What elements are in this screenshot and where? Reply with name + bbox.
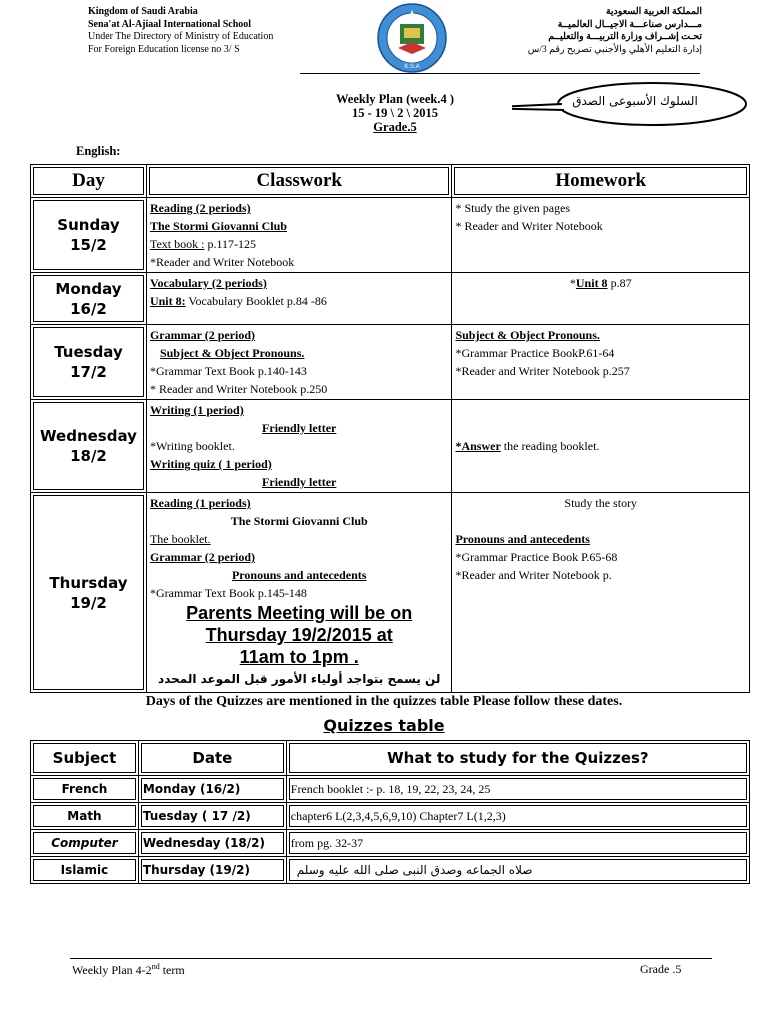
cw-text: Text book :: [149, 237, 205, 251]
quiz-header-subject: Subject: [31, 741, 139, 776]
weekly-behavior: السلوك الأسبوعى الصدق: [572, 94, 698, 108]
day-date: 17/2: [70, 363, 107, 381]
quiz-header-what: What to study for the Quizzes?: [286, 741, 749, 776]
parents-notice-arabic: لن يسمح بتواجد أولياء الأمور قبل الموعد المحدد: [158, 672, 441, 686]
hw-spacer: [455, 512, 746, 530]
quizzes-title: Quizzes table: [323, 716, 445, 735]
cw-line: Grammar (2 period): [149, 328, 256, 342]
header-left-line3: Under The Directory of Ministry of Education: [88, 31, 274, 42]
day-date: 18/2: [70, 447, 107, 465]
quiz-what: chapter6 L(2,3,4,5,6,9,10) Chapter7 L(1,2,3): [286, 803, 749, 830]
quiz-date: Wednesday (18/2): [138, 830, 286, 857]
table-row: [31, 803, 750, 830]
footer-left: [72, 962, 185, 978]
day-date: 16/2: [70, 299, 107, 318]
quiz-what: صلاه الجماعه وصدق النبى صلى الله عليه وسلم: [286, 857, 749, 884]
homework-cell: [452, 325, 750, 400]
plan-dates: 15 - 19 \ 2 \ 2015: [351, 106, 439, 120]
cw-line: *Writing booklet.: [149, 439, 235, 453]
hw-line: *Reader and Writer Notebook p.257: [455, 364, 630, 378]
classwork-cell: [146, 273, 452, 325]
cw-line: [150, 235, 449, 253]
cw-line: *Reader and Writer Notebook: [149, 255, 295, 269]
header-right: [502, 6, 702, 56]
hw-text: the reading booklet.: [500, 439, 600, 453]
header-left-line4: For Foreign Education license no 3/ S: [88, 43, 240, 55]
hw-line: * Reader and Writer Notebook: [455, 219, 603, 233]
table-header-row: [31, 165, 750, 198]
school-logo: [376, 2, 448, 74]
cw-line: Writing quiz ( 1 period): [149, 457, 272, 471]
header-right-line3: تحـت إشــراف وزارة التربيـــة والتعليــم: [548, 32, 702, 42]
homework-cell: [452, 273, 750, 325]
homework-cell: [452, 493, 750, 693]
hw-line: *Grammar Practice BookP.61-64: [455, 346, 615, 360]
cw-text: p.117-125: [204, 237, 257, 251]
header-classwork: Classwork: [146, 165, 452, 198]
quiz-subject: Islamic: [31, 857, 139, 884]
parents-meeting-line: Thursday 19/2/2015 at: [205, 625, 393, 645]
hw-text: p.87: [607, 276, 632, 290]
quiz-date: Thursday (19/2): [138, 857, 286, 884]
hw-text: *Answer: [455, 439, 501, 453]
homework-cell: [452, 400, 750, 493]
hw-line: Study the story: [564, 496, 638, 510]
hw-line: Subject & Object Pronouns.: [455, 328, 600, 342]
logo-bottom-text: K.S.A: [404, 64, 420, 70]
table-row: [31, 325, 750, 400]
hw-line: *Grammar Practice Book P.65-68: [455, 550, 618, 564]
quizzes-table: [30, 740, 750, 884]
day-name: Wednesday: [40, 427, 137, 445]
header-day: Day: [31, 165, 147, 198]
cw-line: * Reader and Writer Notebook p.250: [149, 382, 328, 396]
header-right-line2: مـــدارس صناعـــة الاجيــال العالميــة: [557, 19, 702, 30]
day-date: 19/2: [70, 593, 107, 612]
cw-line: Vocabulary (2 periods): [149, 276, 267, 290]
quiz-date: Tuesday ( 17 /2): [138, 803, 286, 830]
quiz-subject: Math: [31, 803, 139, 830]
footer-divider: [70, 958, 712, 959]
header-homework: Homework: [452, 165, 750, 198]
quiz-header-row: [31, 741, 750, 776]
cw-line: Grammar (2 period): [149, 550, 256, 564]
header-right-line4: إدارة التعليم الأهلي والأجنبي تصريح رقم 3/س: [527, 44, 702, 55]
cw-text: Vocabulary Booklet p.84 -86: [185, 294, 327, 308]
table-row: [31, 776, 750, 803]
quiz-subject: Computer: [31, 830, 139, 857]
footer-left-end: term: [159, 963, 185, 977]
plan-week: Weekly Plan (week.4 ): [335, 92, 455, 106]
hw-line: [455, 437, 746, 455]
quiz-what: from pg. 32-37: [286, 830, 749, 857]
cw-text: Unit 8:: [149, 294, 186, 308]
day-cell: [31, 400, 147, 493]
classwork-cell: [146, 325, 452, 400]
header-left: [88, 6, 328, 56]
header-right-line1: المملكة العربية السعودية: [605, 7, 702, 17]
cw-line: Writing (1 period): [149, 403, 244, 417]
cw-line: [150, 292, 449, 310]
table-row: [31, 857, 750, 884]
quiz-subject: French: [31, 776, 139, 803]
weekly-plan-table: [30, 164, 750, 693]
table-row: [31, 198, 750, 273]
hw-line: *Reader and Writer Notebook p.: [455, 568, 612, 582]
header-left-line2: Sena'at Al-Ajiaal International School: [88, 18, 252, 30]
day-date: 15/2: [70, 236, 107, 254]
table-row: [31, 273, 750, 325]
subject-label: English:: [76, 144, 121, 158]
day-name: Tuesday: [54, 343, 123, 361]
day-name: Sunday: [57, 216, 120, 234]
cw-line: *Grammar Text Book p.140-143: [149, 364, 307, 378]
cw-line: Pronouns and antecedents: [231, 568, 367, 582]
cw-line: Subject & Object Pronouns.: [159, 346, 305, 360]
classwork-cell: [146, 400, 452, 493]
cw-line: Reading (2 periods): [149, 201, 251, 215]
classwork-cell: [146, 198, 452, 273]
hw-line: * Study the given pages: [455, 201, 571, 215]
cw-line: The Stormi Giovanni Club: [230, 514, 368, 528]
cw-line: The Stormi Giovanni Club: [149, 219, 287, 233]
day-name: Thursday: [49, 573, 128, 592]
footer-right: Grade .5: [640, 962, 682, 976]
header-divider: [300, 73, 700, 74]
table-row: [31, 400, 750, 493]
footer-left-text: Weekly Plan 4-2: [72, 963, 152, 977]
cw-line: *Grammar Text Book p.145-148: [149, 586, 307, 600]
footer-sup: nd: [151, 962, 160, 971]
table-row: [31, 830, 750, 857]
day-cell: [31, 325, 147, 400]
quiz-header-date: Date: [138, 741, 286, 776]
cw-line: Friendly letter: [262, 421, 337, 435]
quiz-note: Days of the Quizzes are mentioned in the quizzes table Please follow these dates.: [145, 694, 623, 709]
cw-line: Reading (1 periods): [149, 496, 251, 510]
cw-line: Friendly letter: [262, 475, 337, 489]
day-cell: [31, 198, 147, 273]
quiz-what: French booklet :- p. 18, 19, 22, 23, 24, 25: [286, 776, 749, 803]
plan-grade: Grade.5: [373, 120, 417, 134]
day-cell: [31, 493, 147, 693]
hw-text: *: [569, 276, 576, 290]
header-left-line1: Kingdom of Saudi Arabia: [88, 6, 198, 17]
homework-cell: [452, 198, 750, 273]
classwork-cell: [146, 493, 452, 693]
day-cell: [31, 273, 147, 325]
parents-meeting-line: 11am to 1pm .: [239, 647, 359, 667]
plan-title: [300, 92, 490, 134]
parents-meeting-line: Parents Meeting will be on: [186, 603, 413, 623]
cw-line: The booklet.: [149, 532, 211, 546]
quiz-date: Monday (16/2): [138, 776, 286, 803]
day-name: Monday: [55, 279, 122, 298]
hw-line: Pronouns and antecedents: [455, 532, 590, 546]
hw-line: [455, 274, 746, 292]
table-row: [31, 493, 750, 693]
hw-text: Unit 8: [575, 276, 608, 290]
